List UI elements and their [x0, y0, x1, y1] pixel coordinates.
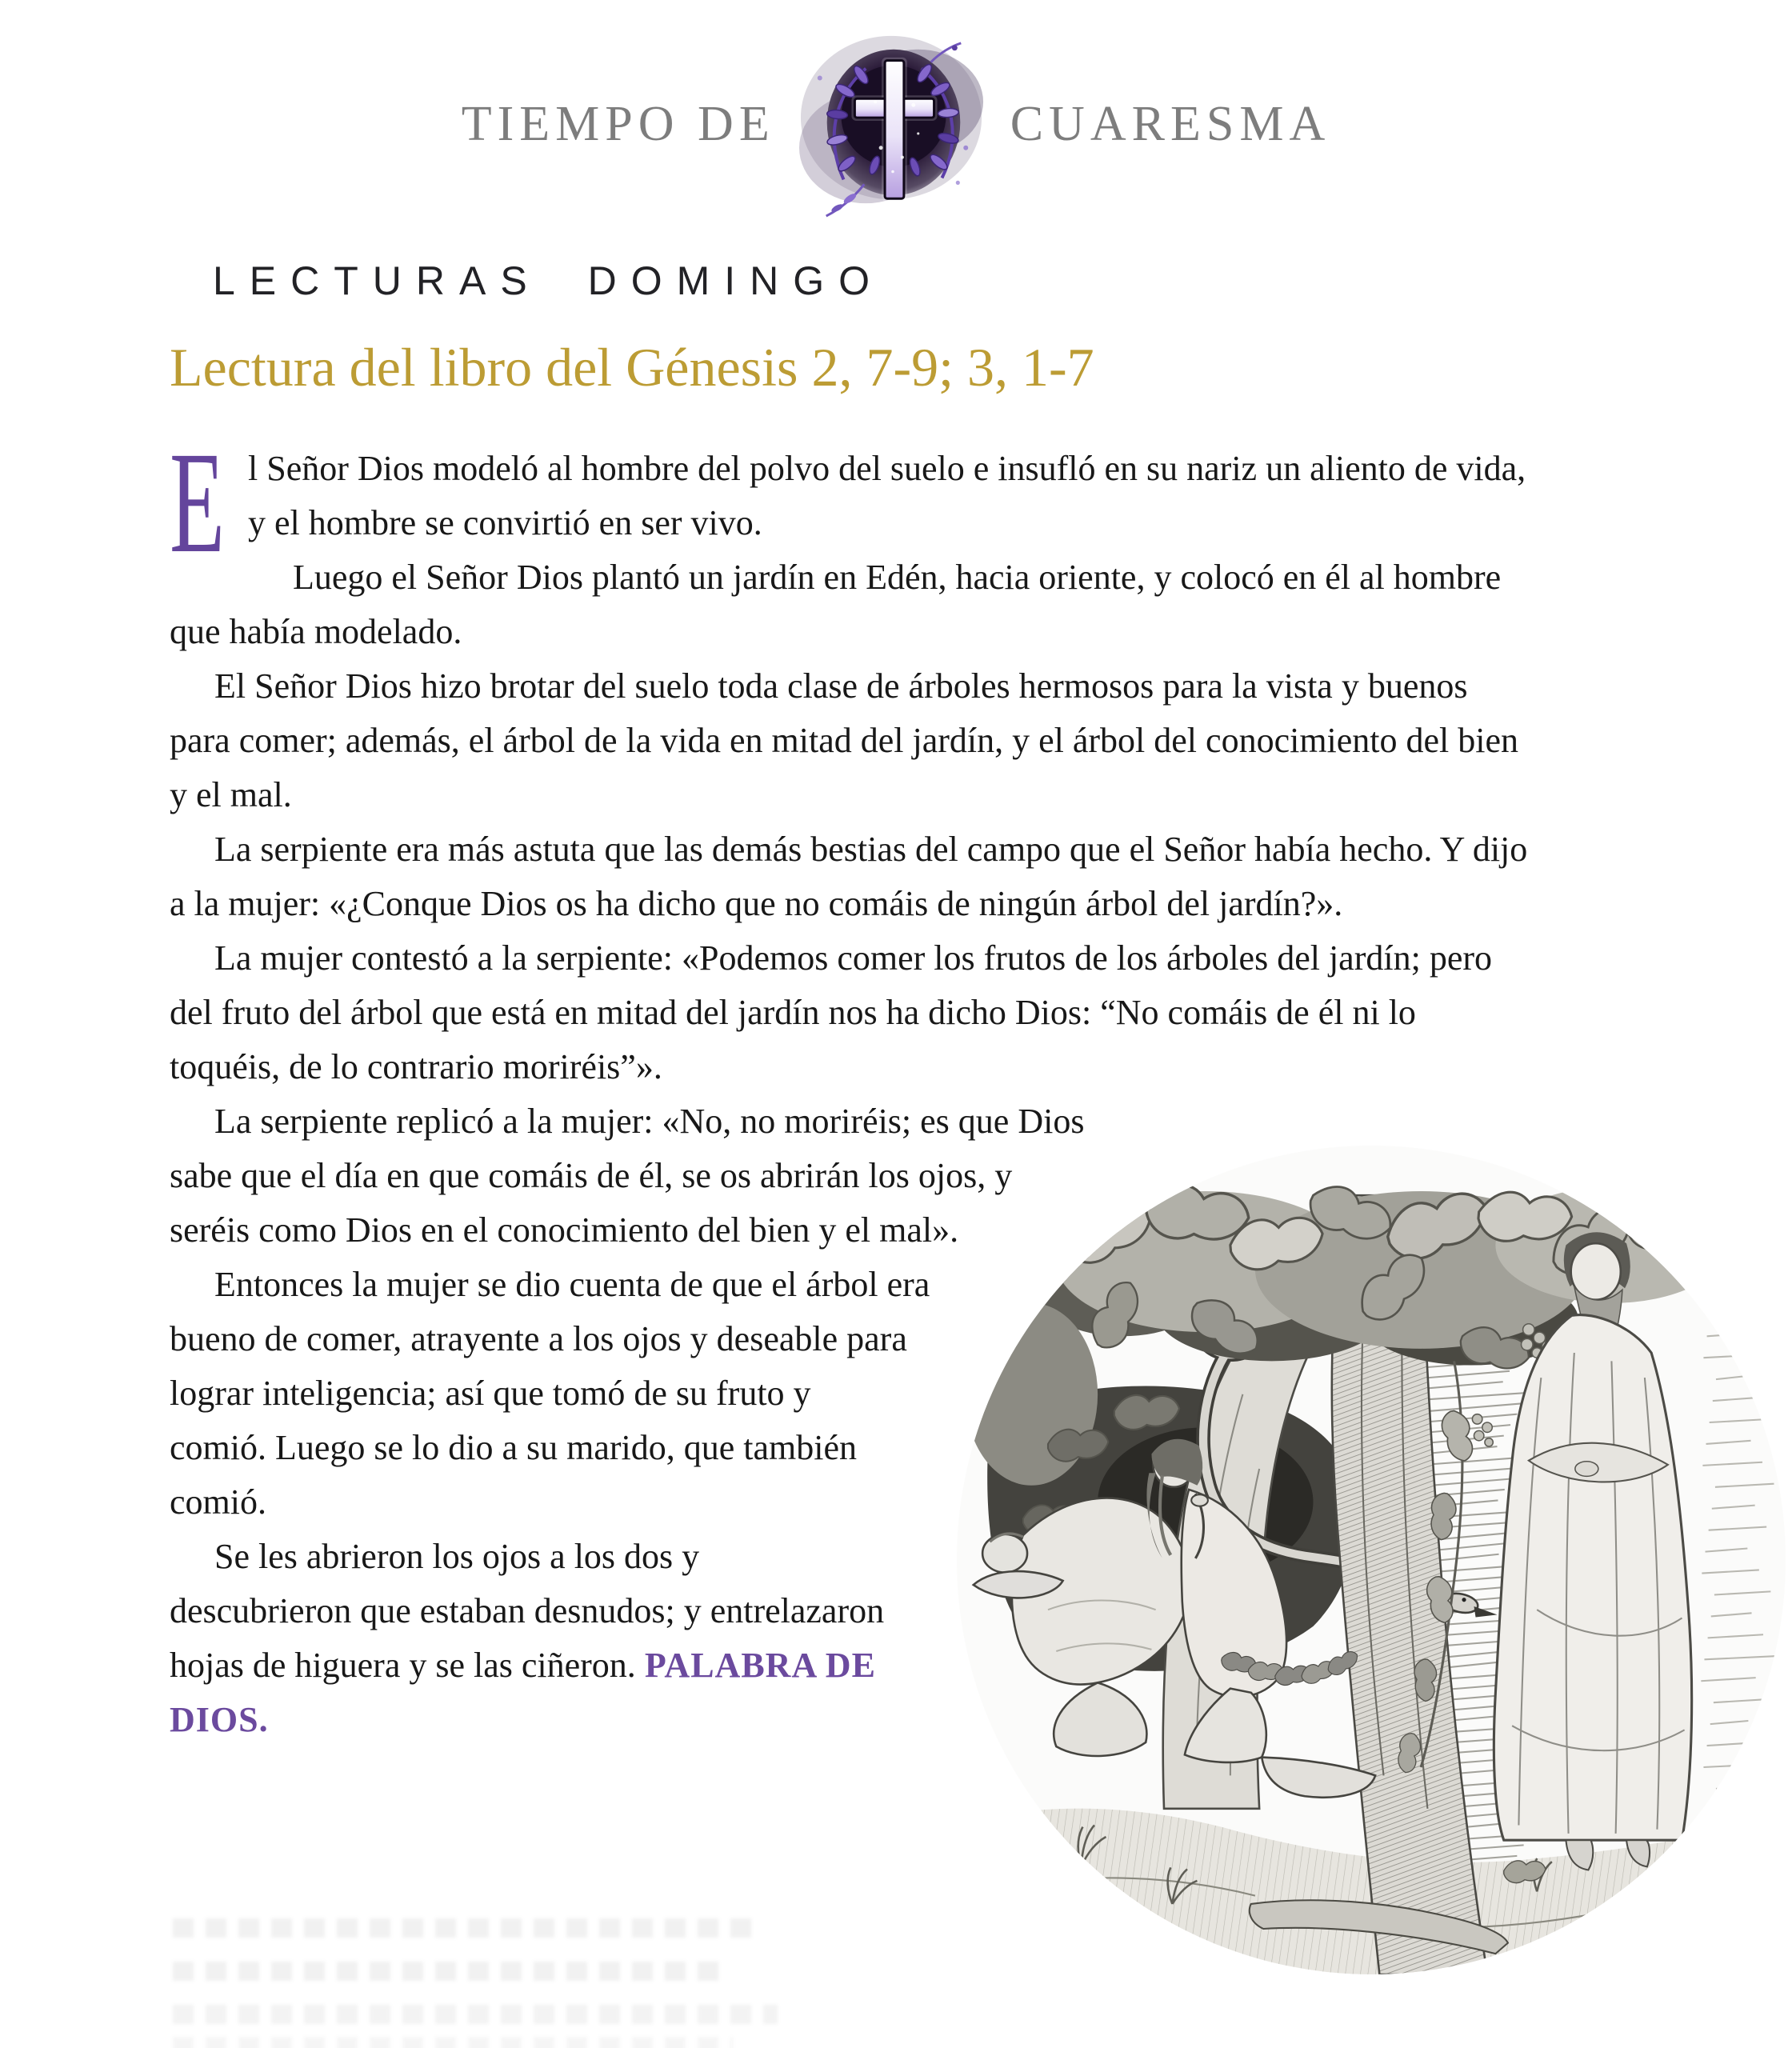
- paragraph: [170, 659, 1786, 822]
- paragraph-text: El Señor Dios hizo brotar del suelo toda clase de árboles hermosos para la vista y buenos para comer; además, el árbol de la vida en mitad del jardín, y el árbol del conocimiento del bien y el mal.: [170, 666, 1519, 814]
- faded-text-remnant: [173, 1962, 723, 1981]
- adam-eve-eden-engraving: [957, 1146, 1786, 1974]
- reading-title: Lectura del libro del Génesis 2, 7-9; 3, 1-7: [170, 337, 1094, 398]
- drop-cap: [170, 422, 237, 583]
- header-right-text: CUARESMA: [1010, 96, 1331, 151]
- paragraph-text: La serpiente replicó a la mujer: «No, no moriréis; es que Dios sabe que el día en que comáis de él, se os abrirán los ojos, y seréis como Dios en el conocimiento del bien y el mal».: [170, 1102, 1085, 1250]
- paragraph-text: Luego el Señor Dios plantó un jardín en Edén, hacia oriente, y colocó en él al hombre que había modelado.: [170, 558, 1502, 651]
- reading-article: [170, 422, 1786, 1978]
- masthead: [0, 29, 1792, 219]
- lent-cross-icon: [798, 29, 988, 219]
- eden-illustration-float: [882, 1074, 1786, 1978]
- paragraph-text: l Señor Dios modeló al hombre del polvo del suelo e insufló en su nariz un aliento de vida, y el hombre se convirtió en ser vivo.: [248, 449, 1526, 542]
- paragraph-text: La mujer contestó a la serpiente: «Podemos comer los frutos de los árboles del jardín; pero del fruto del árbol que está en mitad del jardín nos ha dicho Dios: “No comáis de él ni lo toquéis, de lo contrario moriréis”».: [170, 938, 1492, 1086]
- drop-cap-letter: E: [170, 422, 225, 583]
- faded-text-remnant: [173, 1918, 752, 1938]
- paragraph: [170, 422, 1786, 583]
- paragraph-text: Entonces la mujer se dio cuenta de que el árbol era bueno de comer, atrayente a los ojos y deseable para lograr inteligencia; así que tomó de su fruto y comió. Luego se lo dio a su marido, que también comió.: [170, 1265, 930, 1522]
- paragraph-text: Se les abrieron los ojos a los dos y descubrieron que estaban desnudos; y entrelazaron hojas de higuera y se las ciñeron.: [170, 1537, 885, 1685]
- faded-text-remnant: [173, 2037, 733, 2048]
- header-left-text: TIEMPO DE: [461, 96, 775, 151]
- section-label: LECTURAS DOMINGO: [213, 258, 885, 303]
- faded-text-remnant: [173, 2005, 778, 2024]
- word-of-god-label: PALABRA DE DIOS.: [170, 1646, 876, 1739]
- paragraph: [170, 822, 1786, 931]
- paragraph-text: La serpiente era más astuta que las demás bestias del campo que el Señor había hecho. Y dijo a la mujer: «¿Conque Dios os ha dicho que no comáis de ningún árbol del jardín?».: [170, 830, 1528, 923]
- paragraph: [170, 550, 1786, 659]
- paragraph: [170, 931, 1786, 1094]
